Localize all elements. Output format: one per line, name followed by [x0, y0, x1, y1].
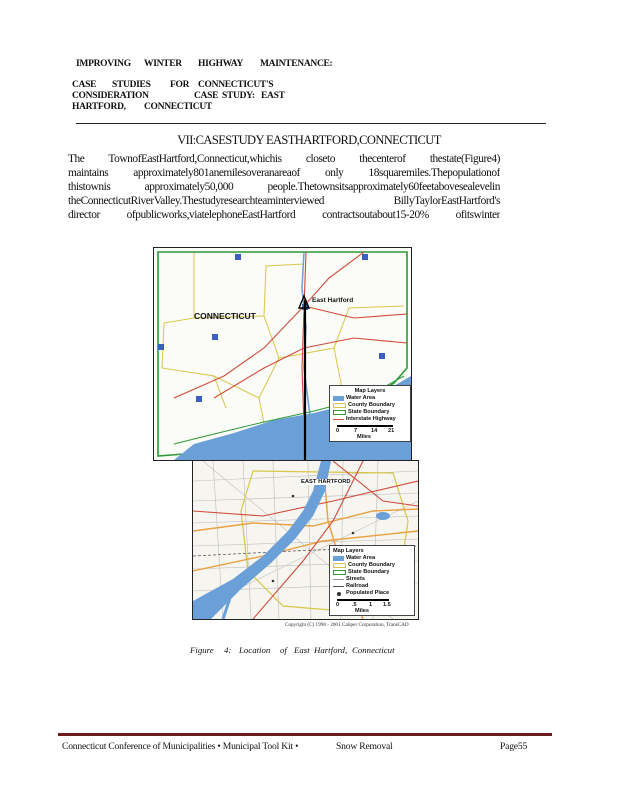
legend-title: Map Layers [354, 388, 386, 394]
header-line-1 [76, 59, 336, 70]
paragraph-line: The TownofEastHartford,Connecticut,whichis closeto thecenterof thestate(Figure4) [68, 153, 500, 165]
paragraph-line: theConnecticutRiverValley.Thestudyresearchteaminterviewed BillyTaylorEastHartford's [68, 195, 500, 207]
footer-divider [58, 733, 552, 736]
caption-word: East [294, 645, 310, 655]
section-heading: VII:CASESTUDY EASTHARTFORD,CONNECTICUT [177, 133, 441, 147]
town-label: East Hartford [312, 297, 354, 304]
state-map [153, 247, 412, 461]
legend-swatch [333, 419, 344, 420]
legend-title: Map Layers [333, 548, 364, 554]
legend-item [333, 395, 407, 402]
section-heading-wrap [0, 133, 618, 148]
footer-section: Snow Removal [336, 741, 393, 752]
header-word: STUDY: [222, 91, 255, 101]
legend-label: County Boundary [348, 402, 395, 408]
scale-tick: 21 [388, 428, 395, 434]
town-map [192, 460, 419, 620]
caption-word: Figure [190, 645, 214, 655]
header-line-2 [72, 80, 336, 91]
legend-label: County Boundary [348, 562, 395, 568]
legend-item [333, 402, 407, 409]
legend-label: Populated Place [346, 590, 390, 596]
legend-item [333, 409, 407, 416]
scale-bar [333, 425, 407, 439]
figure-caption [190, 645, 430, 657]
legend-item [333, 576, 411, 583]
header-word: CASE [72, 80, 97, 90]
legend-swatch [333, 586, 344, 587]
legend-label: Railroad [346, 583, 369, 589]
header-word: CONNECTICUT [144, 102, 212, 112]
legend-swatch [333, 410, 346, 415]
legend-item [333, 583, 411, 590]
legend-item [333, 416, 407, 423]
legend-swatch [333, 563, 346, 568]
caption-word: of [280, 645, 287, 655]
caption-word: Connecticut [352, 645, 395, 655]
legend-label: Water Area [346, 555, 376, 561]
state-label: CONNECTICUT [194, 311, 256, 321]
town-map-legend [329, 545, 415, 616]
legend-swatch [337, 592, 341, 596]
scale-tick: 1 [369, 602, 373, 608]
scale-tick: 7 [354, 428, 358, 434]
paragraph-line: director ofpublicworks,viatelephoneEastHartford contractsoutabout15-20% ofitswinter [68, 209, 500, 221]
caption-word: 4: [224, 645, 232, 655]
legend-label: Interstate Highway [346, 416, 396, 422]
legend-item [333, 562, 411, 569]
legend-label: State Boundary [348, 409, 390, 415]
header-divider [76, 123, 546, 124]
legend-swatch [333, 570, 346, 575]
header-word: MAINTENANCE: [260, 59, 333, 69]
legend-swatch [333, 579, 344, 580]
scale-tick: 1.5 [383, 602, 391, 608]
scale-bar [333, 599, 411, 613]
scale-tick: 14 [371, 428, 378, 434]
scale-tick: .5 [352, 602, 357, 608]
map-copyright: Copyright (C) 1998 - 2001 Caliper Corporation, TransCAD [285, 622, 409, 628]
header-word: HARTFORD, [72, 102, 126, 112]
header-word: HIGHWAY [198, 59, 244, 69]
running-header [72, 59, 336, 113]
header-word: CONSIDERATION [72, 91, 149, 101]
header-word: EAST [261, 91, 285, 101]
legend-item [333, 569, 411, 576]
legend-item [333, 590, 411, 597]
header-line-4 [72, 102, 336, 113]
scale-tick: 0 [336, 602, 340, 608]
header-word: WINTER [144, 59, 182, 69]
header-line-3 [72, 91, 336, 102]
caption-word: Hartford, [314, 645, 348, 655]
caption-word: Location [239, 645, 271, 655]
legend-label: State Boundary [348, 569, 390, 575]
legend-item [333, 555, 411, 562]
header-word: IMPROVING [76, 59, 131, 69]
footer-left: Connecticut Conference of Municipalities • Municipal Tool Kit • [62, 741, 299, 752]
scale-unit: Miles [355, 608, 369, 614]
legend-swatch [333, 403, 346, 408]
header-word: CASE [194, 91, 219, 101]
legend-swatch [333, 396, 344, 401]
header-word: CONNECTICUT'S [198, 80, 274, 90]
town-map-label: EAST HARTFORD [301, 479, 351, 485]
scale-tick: 0 [336, 428, 340, 434]
header-word: STUDIES [112, 80, 151, 90]
header-word: FOR [170, 80, 190, 90]
scale-unit: Miles [357, 434, 371, 440]
state-map-legend [329, 385, 411, 442]
legend-label: Streets [346, 576, 365, 582]
legend-label: Water Area [346, 395, 376, 401]
body-paragraph [68, 152, 500, 222]
page-number: Page55 [500, 741, 528, 752]
legend-swatch [333, 556, 344, 561]
paragraph-line: maintains approximately801anemilesoveranareaof only 18squaremiles.Thepopulationof [68, 167, 500, 179]
paragraph-line: thistownis approximately50,000 people.Thetownsitsapproximately60feetabovesealevelin [68, 181, 500, 193]
